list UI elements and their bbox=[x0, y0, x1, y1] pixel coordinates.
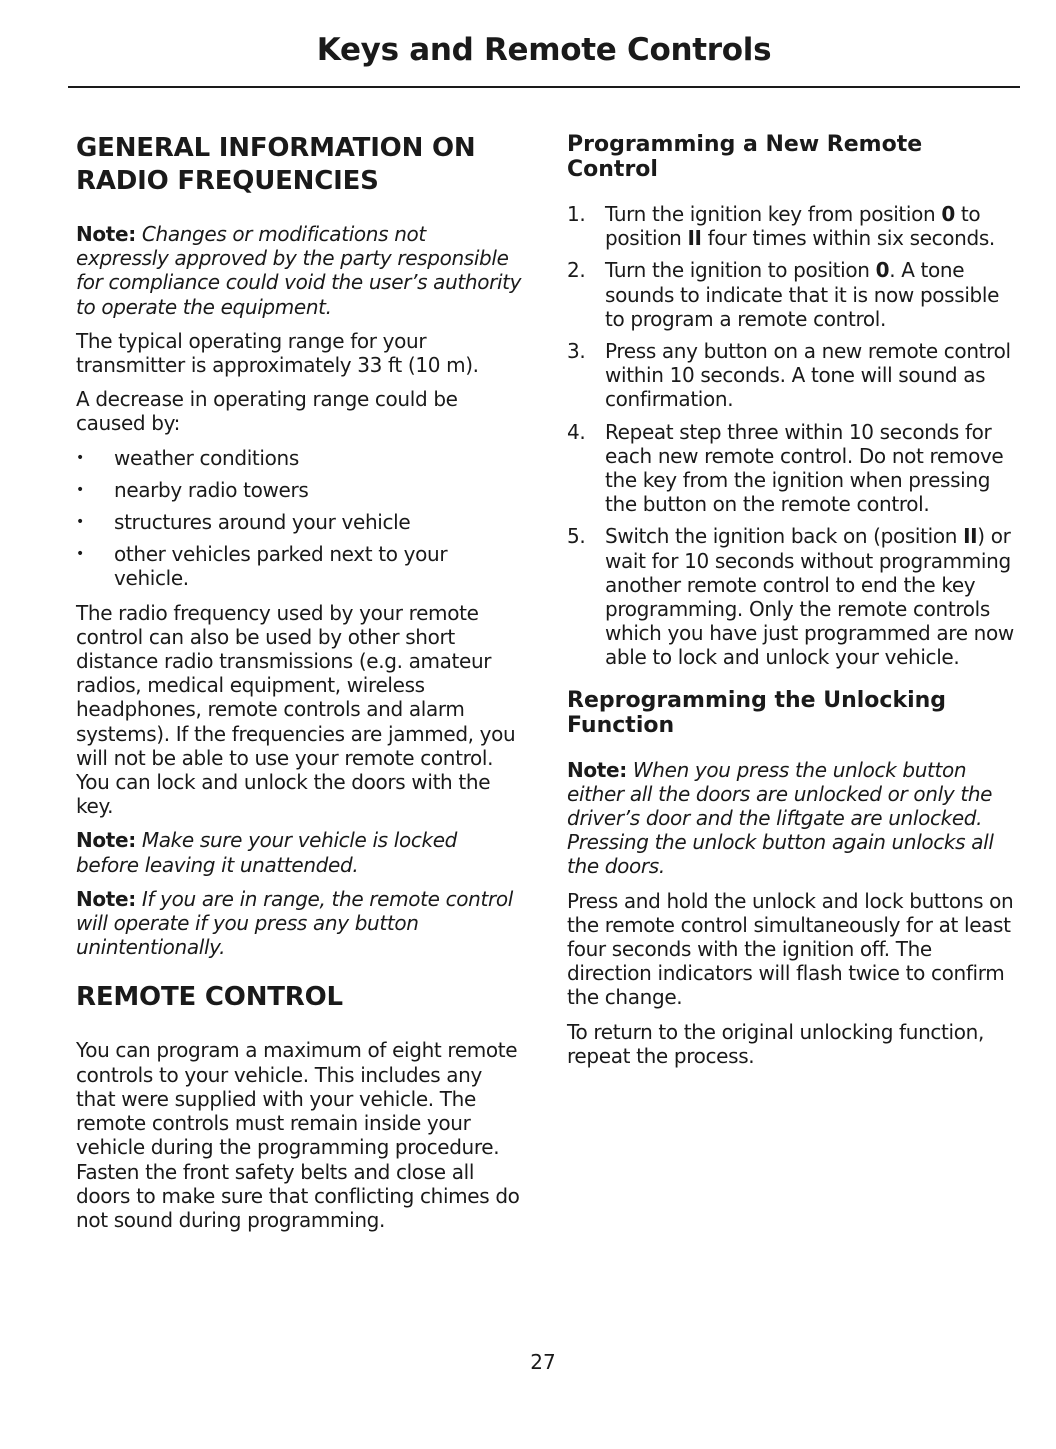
note-modifications bbox=[76, 222, 524, 319]
step-text: Turn the ignition to position bbox=[605, 258, 876, 283]
subheading-reprogramming: Reprogramming the Unlocking Function bbox=[567, 687, 947, 738]
step-number: 1. bbox=[567, 202, 586, 226]
right-column bbox=[567, 132, 1015, 1078]
note-label: Note: bbox=[76, 828, 136, 853]
step-text: Switch the ignition back on (position bbox=[605, 524, 964, 549]
list-item bbox=[567, 258, 1015, 331]
bullet-list-causes bbox=[76, 446, 524, 591]
note-label: Note: bbox=[76, 222, 136, 246]
note-in-range bbox=[76, 887, 524, 960]
note-text: If you are in range, the remote control will operate if you press any button unintentionally. bbox=[76, 886, 513, 960]
step-text: . A tone sounds to indicate that it is now possible to program a remote control. bbox=[605, 258, 1000, 331]
section-heading-radio-frequencies: GENERAL INFORMATION ON RADIO FREQUENCIES bbox=[76, 133, 476, 196]
step-text: Turn the ignition key from position bbox=[605, 202, 942, 226]
note-text: When you press the unlock button either all the doors are unlocked or only the driver’s door and the liftgate are unlocked. Pressing the unlock button again unlocks all the doors. bbox=[567, 757, 994, 879]
step-number: 3. bbox=[567, 339, 586, 364]
step-text: Press any button on a new remote control within 10 seconds. A tone will sound as confirmation. bbox=[605, 339, 1011, 412]
note-unlock-button bbox=[567, 758, 1015, 879]
list-item: • other vehicles parked next to your vehicle. bbox=[76, 542, 524, 590]
list-item bbox=[567, 524, 1015, 669]
header-divider bbox=[68, 86, 1020, 88]
position-label: 0 bbox=[941, 202, 955, 226]
programming-steps bbox=[567, 202, 1015, 670]
position-label: II bbox=[687, 226, 702, 251]
step-text: ) or wait for 10 seconds without programming another remote control to end the key programming. Only the remote controls which you have just programmed are now able to lock and unlock your vehicle. bbox=[605, 524, 1014, 670]
step-text: to position bbox=[605, 202, 981, 251]
paragraph-operating-range: The typical operating range for your transmitter is approximately 33 ft (10 m). bbox=[76, 328, 479, 378]
left-column bbox=[76, 132, 524, 1242]
step-text: Repeat step three within 10 seconds for each new remote control. Do not remove the key from the ignition when pressing the button on the remote control. bbox=[605, 419, 1004, 517]
note-text: Make sure your vehicle is locked before leaving it unattended. bbox=[76, 828, 458, 877]
list-item: • weather conditions bbox=[76, 446, 524, 470]
paragraph-radio-frequency: The radio frequency used by your remote control can also be used by other short distance radio transmissions (e.g. amateur radios, medical equipment, wireless headphones, remote controls and alarm systems). If the frequencies are jammed, you will not be able to use your remote control. You can lock and unlock the doors with the key. bbox=[76, 600, 516, 819]
page-number: 27 bbox=[530, 1350, 556, 1374]
paragraph-program-maximum: You can program a maximum of eight remote controls to your vehicle. This includes any that were supplied with your vehicle. The remote controls must remain inside your vehicle during the programming procedure. Fasten the front safety belts and close all doors to make sure that conflicting chimes do not sound during programming. bbox=[76, 1038, 520, 1232]
list-item bbox=[567, 339, 1015, 412]
section-heading-remote-control: REMOTE CONTROL bbox=[76, 982, 343, 1013]
note-locked bbox=[76, 828, 524, 876]
step-number: 5. bbox=[567, 524, 586, 549]
subheading-programming: Programming a New Remote Control bbox=[567, 132, 923, 182]
step-number: 4. bbox=[567, 419, 586, 444]
note-label: Note: bbox=[76, 886, 136, 911]
step-text: four times within six seconds. bbox=[701, 226, 995, 251]
step-number: 2. bbox=[567, 258, 586, 283]
list-item: • nearby radio towers bbox=[76, 478, 524, 502]
list-item bbox=[567, 420, 1015, 517]
list-item bbox=[567, 202, 1015, 250]
position-label: 0 bbox=[875, 258, 890, 283]
position-label: II bbox=[963, 524, 978, 549]
note-text: Changes or modifications not expressly approved by the party responsible for compliance could void the user’s authority to operate the equipment. bbox=[76, 222, 522, 319]
list-item: • structures around your vehicle bbox=[76, 510, 524, 534]
paragraph-press-hold: Press and hold the unlock and lock buttons on the remote control simultaneously for at least four seconds with the ignition off. The direction indicators will flash twice to confirm the change. bbox=[567, 888, 1014, 1010]
page-title: Keys and Remote Controls bbox=[316, 32, 772, 68]
paragraph-return-original: To return to the original unlocking function, repeat the process. bbox=[567, 1019, 984, 1068]
note-label: Note: bbox=[567, 757, 627, 782]
paragraph-decrease-causes: A decrease in operating range could be caused by: bbox=[76, 387, 458, 436]
